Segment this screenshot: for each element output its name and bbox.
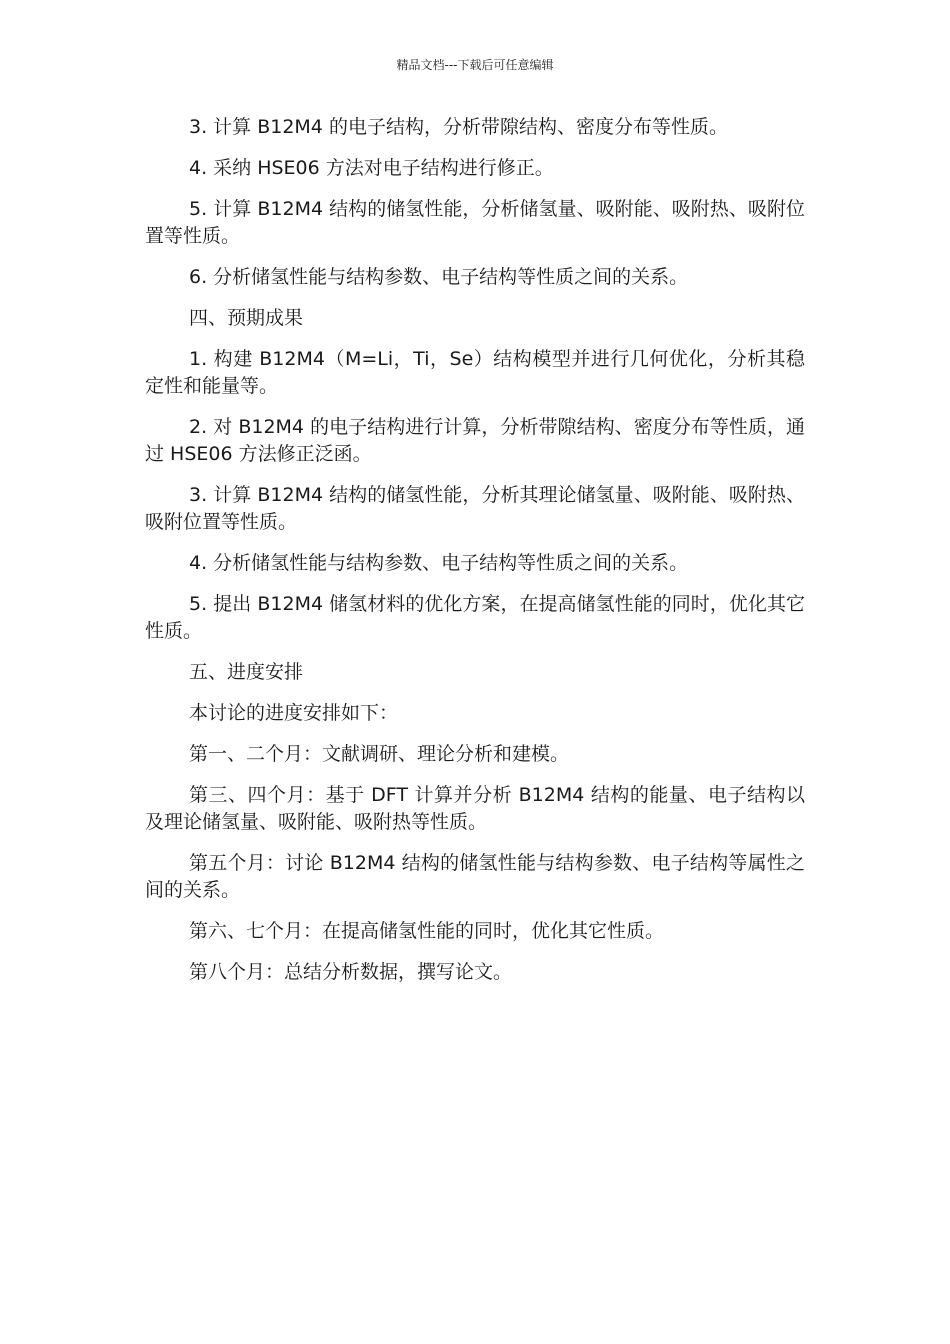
- schedule-item-month-5: 第五个月：讨论 B12M4 结构的储氢性能与结构参数、电子结构等属性之间的关系。: [145, 852, 805, 901]
- section-heading-expected-results: 四、预期成果: [189, 307, 304, 329]
- schedule-item-month-8: 第八个月：总结分析数据，撰写论文。: [189, 961, 513, 983]
- document-body: [145, 114, 805, 1000]
- section-heading-schedule: 五、进度安排: [189, 661, 304, 683]
- page-header: 精品文档---下载后可任意编辑: [396, 58, 554, 72]
- result-item-2: 2. 对 B12M4 的电子结构进行计算，分析带隙结构、密度分布等性质，通过 HSE06 方法修正泛函。: [145, 416, 805, 465]
- result-item-4: 4. 分析储氢性能与结构参数、电子结构等性质之间的关系。: [189, 552, 689, 574]
- paragraph-item-3: 3. 计算 B12M4 的电子结构，分析带隙结构、密度分布等性质。: [189, 116, 728, 138]
- schedule-item-months-1-2: 第一、二个月：文献调研、理论分析和建模。: [189, 743, 570, 765]
- result-item-5: 5. 提出 B12M4 储氢材料的优化方案，在提高储氢性能的同时，优化其它性质。: [145, 593, 805, 642]
- result-item-1: 1. 构建 B12M4（M=Li，Ti，Se）结构模型并进行几何优化，分析其稳定性和能量等。: [145, 348, 805, 397]
- result-item-3: 3. 计算 B12M4 结构的储氢性能，分析其理论储氢量、吸附能、吸附热、吸附位置等性质。: [145, 484, 805, 533]
- paragraph-item-4: 4. 采纳 HSE06 方法对电子结构进行修正。: [189, 157, 554, 179]
- schedule-item-months-3-4: 第三、四个月：基于 DFT 计算并分析 B12M4 结构的能量、电子结构以及理论储氢量、吸附能、吸附热等性质。: [145, 784, 805, 833]
- paragraph-item-5: 5. 计算 B12M4 结构的储氢性能，分析储氢量、吸附能、吸附热、吸附位置等性质。: [145, 198, 805, 247]
- paragraph-item-6: 6. 分析储氢性能与结构参数、电子结构等性质之间的关系。: [189, 266, 689, 288]
- schedule-item-months-6-7: 第六、七个月：在提高储氢性能的同时，优化其它性质。: [189, 920, 665, 942]
- schedule-intro: 本讨论的进度安排如下：: [189, 702, 399, 724]
